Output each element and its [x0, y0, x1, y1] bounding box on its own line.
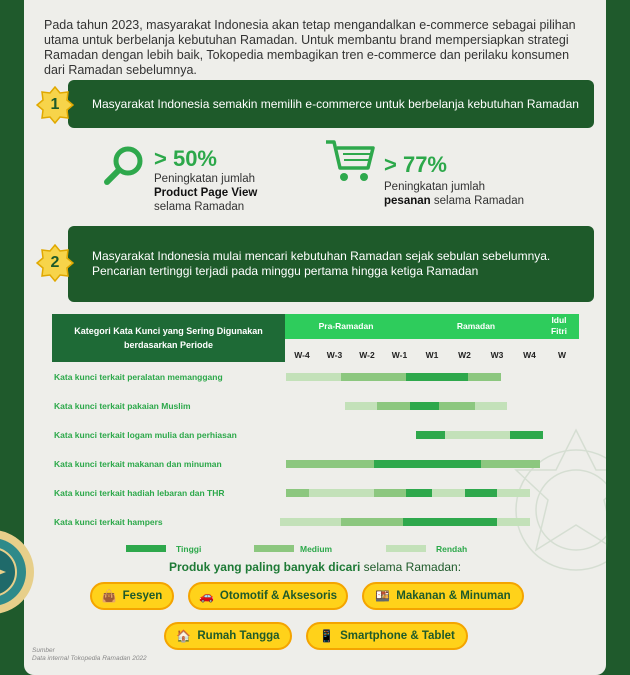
period-pre-ramadan: Pra-Ramadan — [318, 321, 374, 331]
keyword-intensity-bar — [416, 431, 445, 439]
car-icon: 🚗 — [198, 589, 214, 603]
product-smartphone-label: Smartphone & Tablet — [340, 630, 455, 642]
period-idul-fitri: Idul Fitri — [550, 315, 568, 336]
ornament-flower — [0, 512, 68, 632]
home-icon: 🏠 — [176, 629, 192, 643]
product-makanan-label: Makanan & Minuman — [396, 590, 511, 602]
keyword-row-label: Kata kunci terkait makanan dan minuman — [54, 459, 222, 469]
section-2-badge — [36, 244, 74, 282]
keyword-intensity-bar — [403, 518, 497, 526]
week-label: W4 — [523, 350, 536, 360]
keyword-intensity-bar — [341, 373, 406, 381]
section-2-number: 2 — [50, 254, 60, 271]
legend-swatch-medium — [254, 545, 294, 552]
products-title-rest: selama Ramadan: — [360, 560, 462, 574]
product-otomotif — [188, 582, 348, 610]
stat-2-line3: selama Ramadan — [430, 195, 524, 207]
keyword-intensity-bar — [286, 489, 309, 497]
section-1-number: 1 — [50, 96, 60, 113]
keyword-intensity-bar — [286, 373, 341, 381]
keyword-intensity-bar — [475, 402, 508, 410]
keyword-intensity-bar — [280, 518, 342, 526]
week-label: W-1 — [391, 350, 408, 360]
stat-2-line1: Peningkatan jumlah — [384, 181, 486, 193]
keyword-intensity-bar — [341, 518, 403, 526]
stat-1-value: > 50% — [154, 146, 217, 171]
section-1-badge — [36, 86, 74, 124]
keyword-row-label: Kata kunci terkait pakaian Muslim — [54, 401, 191, 411]
infographic-card — [24, 0, 606, 675]
shopping-cart-icon — [324, 138, 376, 184]
source-note — [32, 647, 147, 663]
legend-swatch-rendah — [386, 545, 426, 552]
ornament-pattern — [486, 410, 606, 610]
period-ramadan: Ramadan — [456, 321, 496, 331]
legend-tinggi: Tinggi — [176, 544, 202, 554]
product-fesyen-label: Fesyen — [122, 590, 163, 602]
section-2-banner — [68, 226, 594, 302]
keyword-intensity-bar — [286, 460, 341, 468]
week-label: W-4 — [294, 350, 310, 360]
stat-1-line3: selama Ramadan — [154, 201, 245, 213]
product-fesyen — [90, 582, 174, 610]
food-icon: 🍱 — [375, 589, 391, 603]
keyword-intensity-bar — [439, 402, 475, 410]
week-label: W3 — [490, 350, 504, 360]
keyword-intensity-bar — [341, 460, 374, 468]
stat-1-bold: Product Page View — [154, 187, 258, 199]
week-label: W2 — [458, 350, 471, 360]
keyword-row-label: Kata kunci terkait hampers — [54, 517, 163, 527]
product-makanan — [362, 582, 524, 610]
keyword-row-label: Kata kunci terkait logam mulia dan perhiasan — [54, 430, 237, 440]
source-line1: Sumber — [32, 647, 55, 654]
legend-medium: Medium — [300, 544, 333, 554]
stat-1-description — [154, 172, 257, 214]
keyword-intensity-bar — [510, 431, 543, 439]
keyword-intensity-bar — [468, 373, 501, 381]
keyword-intensity-bar — [432, 489, 465, 497]
keyword-intensity-bar — [309, 489, 374, 497]
stat-2-value: > 77% — [384, 152, 447, 177]
products-title — [24, 560, 606, 574]
product-smartphone — [306, 622, 468, 650]
keyword-intensity-bar — [410, 402, 439, 410]
section-2-text: Masyarakat Indonesia mulai mencari kebutuhan Ramadan sejak sebulan sebelumnya. Pencarian tertinggi terjadi pada minggu pertama hingga ketiga Ramadan — [92, 249, 551, 278]
products-title-bold: Produk yang paling banyak dicari — [168, 560, 361, 574]
keyword-intensity-bar — [406, 373, 468, 381]
magnifier-icon — [102, 144, 146, 188]
week-label: W — [557, 350, 567, 360]
keyword-intensity-bar — [465, 489, 498, 497]
section-1-banner — [68, 80, 594, 128]
product-otomotif-label: Otomotif & Aksesoris — [219, 590, 338, 602]
week-label: W1 — [425, 350, 439, 360]
keyword-intensity-bar — [406, 489, 432, 497]
keyword-intensity-bar — [345, 402, 378, 410]
keyword-intensity-bar — [377, 402, 410, 410]
keyword-intensity-bar — [497, 489, 530, 497]
keyword-row-label: Kata kunci terkait hadiah lebaran dan THR — [54, 488, 225, 498]
intro-paragraph: Pada tahun 2023, masyarakat Indonesia akan tetap mengandalkan e-commerce sebagai pilihan utama untuk berbelanja kebutuhan Ramadan. Untuk membantu brand mempersiapkan strategi Ramadan dengan lebih baik, Tokopedia membagikan tren e-commerce dan perilaku konsumen dari Ramadan sebelumnya. — [44, 18, 576, 77]
legend-swatch-tinggi — [126, 545, 166, 552]
keyword-intensity-bar — [445, 431, 510, 439]
stat-2-bold: pesanan — [384, 195, 431, 207]
stat-2-description — [384, 180, 524, 208]
product-rumah-tangga-label: Rumah Tangga — [197, 630, 280, 642]
smartphone-icon: 📱 — [319, 629, 335, 643]
keyword-intensity-bar — [374, 489, 407, 497]
week-label: W-2 — [359, 350, 375, 360]
source-line2: Data internal Tokopedia Ramadan 2022 — [32, 655, 147, 662]
section-1-text: Masyarakat Indonesia semakin memilih e-commerce untuk berbelanja kebutuhan Ramadan — [92, 96, 579, 111]
keyword-row-label: Kata kunci terkait peralatan memanggang — [54, 372, 223, 382]
keyword-intensity-bar — [374, 460, 481, 468]
week-label: W-3 — [326, 350, 343, 360]
table-header-category: Kategori Kata Kunci yang Sering Digunakan berdasarkan Periode — [52, 314, 285, 362]
keyword-intensity-bar — [497, 518, 530, 526]
shopping-bag-icon: 👜 — [101, 589, 117, 603]
keyword-intensity-bar — [481, 460, 540, 468]
legend-rendah: Rendah — [436, 544, 468, 554]
stat-1-line1: Peningkatan jumlah — [154, 173, 256, 185]
product-rumah-tangga — [164, 622, 292, 650]
